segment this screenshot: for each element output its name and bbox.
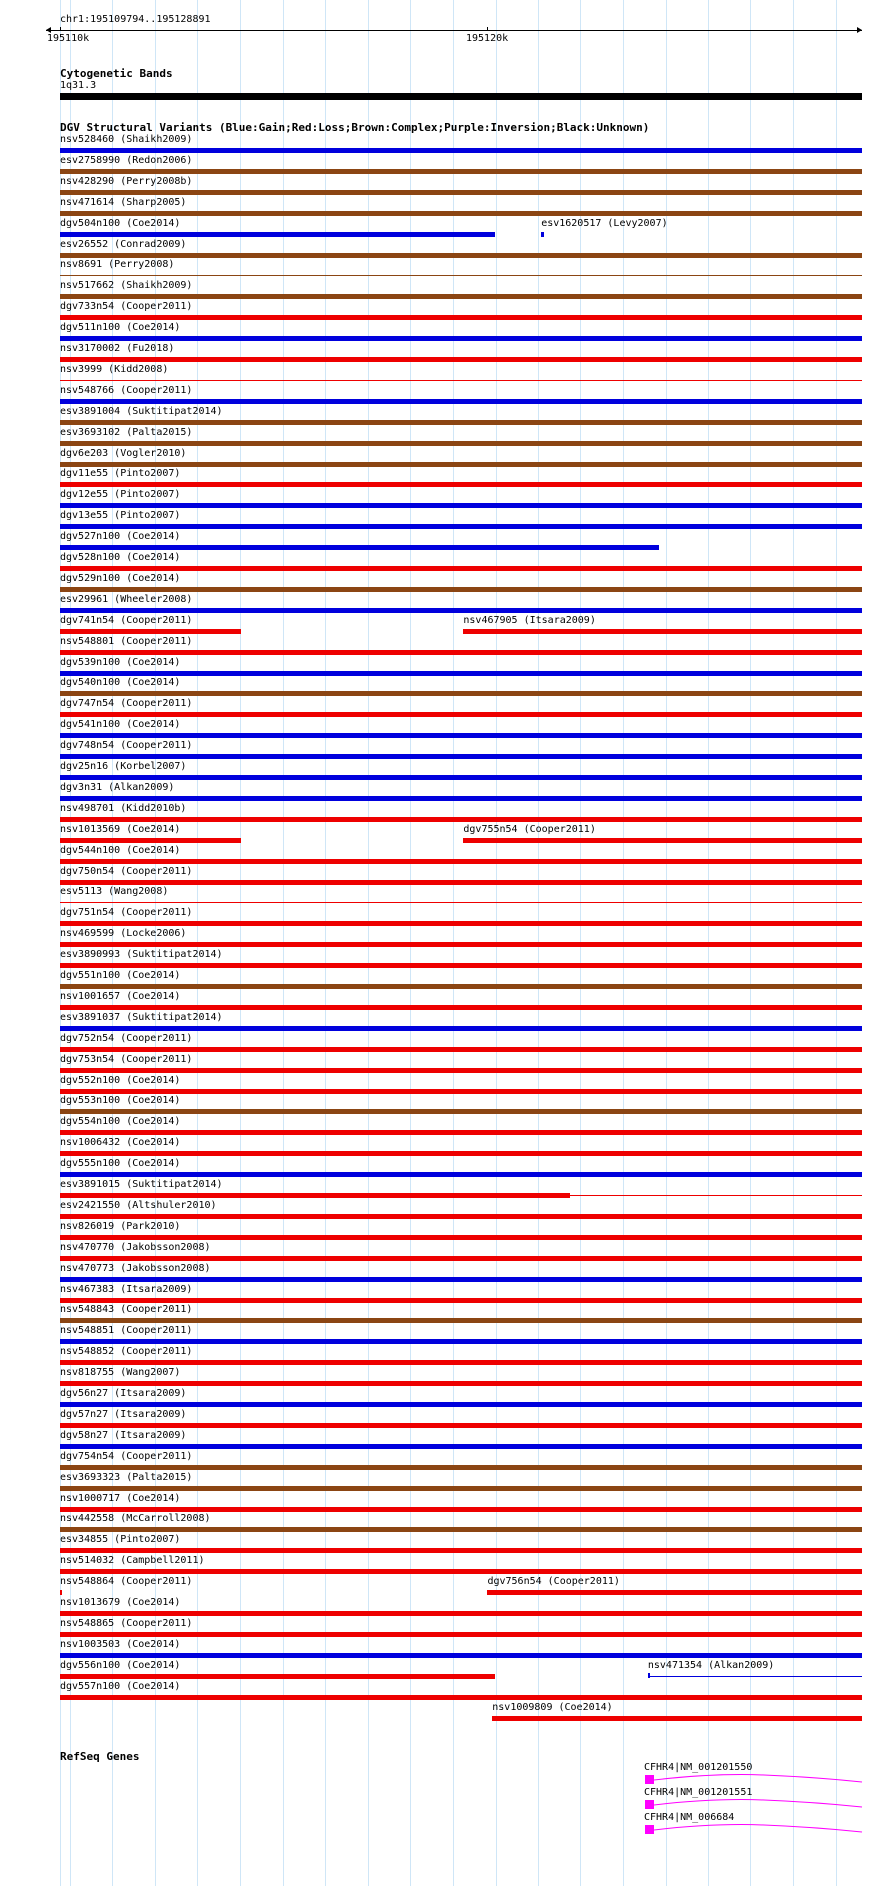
dgv-feature-bar[interactable] bbox=[60, 420, 862, 425]
dgv-feature-label[interactable]: nsv442558 (McCarroll2008) bbox=[60, 1513, 211, 1525]
dgv-feature-bar[interactable] bbox=[60, 691, 862, 696]
dgv-feature-bar[interactable] bbox=[60, 1130, 862, 1135]
dgv-feature-label[interactable]: esv2421550 (Altshuler2010) bbox=[60, 1199, 217, 1211]
refseq-gene-label[interactable]: CFHR4|NM_001201551 bbox=[644, 1787, 753, 1798]
dgv-feature-label[interactable]: dgv57n27 (Itsara2009) bbox=[60, 1408, 187, 1420]
dgv-feature-label[interactable]: nsv3999 (Kidd2008) bbox=[60, 363, 169, 375]
dgv-feature-bar[interactable] bbox=[60, 902, 862, 903]
dgv-feature-label[interactable]: nsv548843 (Cooper2011) bbox=[60, 1304, 193, 1316]
dgv-feature-bar[interactable] bbox=[60, 1277, 862, 1282]
dgv-feature-label[interactable]: nsv548852 (Cooper2011) bbox=[60, 1346, 193, 1358]
dgv-feature-label[interactable]: nsv471614 (Sharp2005) bbox=[60, 196, 187, 208]
dgv-feature-label[interactable]: nsv548865 (Cooper2011) bbox=[60, 1617, 193, 1629]
dgv-feature-bar[interactable] bbox=[60, 1193, 570, 1198]
dgv-feature-bar[interactable] bbox=[60, 275, 862, 276]
dgv-feature-label[interactable]: esv1620517 (Levy2007) bbox=[541, 217, 668, 229]
dgv-feature-bar[interactable] bbox=[60, 380, 862, 381]
dgv-feature-label[interactable]: nsv548766 (Cooper2011) bbox=[60, 384, 193, 396]
dgv-feature-bar[interactable] bbox=[60, 629, 241, 634]
dgv-feature-label[interactable]: esv3890993 (Suktitipat2014) bbox=[60, 949, 223, 961]
dgv-feature-bar[interactable] bbox=[463, 629, 862, 634]
dgv-feature-bar[interactable] bbox=[60, 545, 659, 550]
dgv-feature-label[interactable]: nsv8691 (Perry2008) bbox=[60, 259, 175, 271]
dgv-feature-bar[interactable] bbox=[60, 253, 862, 258]
dgv-feature-bar[interactable] bbox=[60, 838, 241, 843]
cytoband-track-title[interactable]: Cytogenetic Bands bbox=[60, 67, 173, 80]
dgv-feature-label[interactable]: dgv504n100 (Coe2014) bbox=[60, 217, 181, 229]
dgv-feature-label[interactable]: dgv755n54 (Cooper2011) bbox=[463, 823, 596, 835]
dgv-feature-label[interactable]: dgv553n100 (Coe2014) bbox=[60, 1095, 181, 1107]
dgv-feature-bar[interactable] bbox=[60, 880, 862, 885]
dgv-feature-label[interactable]: esv3891015 (Suktitipat2014) bbox=[60, 1179, 223, 1190]
dgv-feature-bar[interactable] bbox=[60, 1339, 862, 1344]
dgv-feature-label[interactable]: esv5113 (Wang2008) bbox=[60, 886, 169, 898]
dgv-feature-bar[interactable] bbox=[541, 232, 544, 237]
dgv-feature-bar[interactable] bbox=[60, 1005, 862, 1010]
dgv-feature-bar[interactable] bbox=[60, 1674, 495, 1679]
dgv-feature-bar[interactable] bbox=[60, 733, 862, 738]
refseq-track-title[interactable]: RefSeq Genes bbox=[60, 1750, 140, 1763]
dgv-feature-tail bbox=[570, 1195, 862, 1196]
dgv-feature-bar[interactable] bbox=[60, 294, 862, 299]
dgv-feature-label[interactable]: dgv11e55 (Pinto2007) bbox=[60, 468, 181, 480]
cytoband-bar[interactable] bbox=[60, 93, 862, 100]
dgv-feature-bar[interactable] bbox=[60, 503, 862, 508]
dgv-feature-label[interactable]: esv3891037 (Suktitipat2014) bbox=[60, 1011, 223, 1023]
dgv-feature-bar[interactable] bbox=[60, 1298, 862, 1303]
dgv-feature-label[interactable]: dgv540n100 (Coe2014) bbox=[60, 677, 181, 689]
dgv-feature-bar[interactable] bbox=[60, 608, 862, 613]
dgv-feature-label[interactable]: nsv548864 (Cooper2011) bbox=[60, 1576, 193, 1588]
dgv-feature-label[interactable]: dgv13e55 (Pinto2007) bbox=[60, 510, 181, 522]
dgv-feature-bar[interactable] bbox=[60, 1590, 62, 1595]
dgv-feature-label[interactable]: nsv548851 (Cooper2011) bbox=[60, 1325, 193, 1337]
refseq-gene-intron[interactable] bbox=[654, 1773, 864, 1785]
dgv-feature-bar[interactable] bbox=[60, 1548, 862, 1553]
dgv-feature-bar[interactable] bbox=[60, 1423, 862, 1428]
dgv-feature-bar[interactable] bbox=[60, 1068, 862, 1073]
dgv-feature-bar[interactable] bbox=[60, 775, 862, 780]
dgv-feature-bar[interactable] bbox=[60, 336, 862, 341]
dgv-feature-label[interactable]: dgv554n100 (Coe2014) bbox=[60, 1116, 181, 1128]
dgv-feature-bar[interactable] bbox=[60, 1381, 862, 1386]
dgv-feature-bar[interactable] bbox=[60, 712, 862, 717]
dgv-feature-bar[interactable] bbox=[60, 1527, 862, 1532]
dgv-feature-label[interactable]: dgv3n31 (Alkan2009) bbox=[60, 781, 175, 793]
dgv-feature-bar[interactable] bbox=[463, 838, 862, 843]
dgv-feature-label[interactable]: dgv752n54 (Cooper2011) bbox=[60, 1032, 193, 1044]
dgv-feature-label[interactable]: dgv12e55 (Pinto2007) bbox=[60, 489, 181, 501]
dgv-feature-bar[interactable] bbox=[60, 1089, 862, 1094]
dgv-feature-label[interactable]: nsv1001657 (Coe2014) bbox=[60, 990, 181, 1002]
dgv-feature-bar[interactable] bbox=[60, 1360, 862, 1365]
dgv-feature-bar[interactable] bbox=[60, 671, 862, 676]
dgv-feature-bar[interactable] bbox=[487, 1590, 862, 1595]
dgv-feature-label[interactable]: dgv6e203 (Vogler2010) bbox=[60, 447, 187, 459]
dgv-feature-label[interactable]: nsv3170002 (Fu2018) bbox=[60, 343, 175, 354]
dgv-feature-label[interactable]: esv3693323 (Palta2015) bbox=[60, 1471, 193, 1483]
dgv-feature-bar[interactable] bbox=[60, 1026, 862, 1031]
dgv-feature-bar[interactable] bbox=[492, 1716, 862, 1721]
refseq-gene-exon[interactable] bbox=[645, 1825, 654, 1834]
dgv-feature-label[interactable]: nsv471354 (Alkan2009) bbox=[647, 1659, 775, 1671]
ruler-line bbox=[46, 30, 862, 31]
dgv-feature-label[interactable]: esv2758990 (Redon2006) bbox=[60, 154, 193, 166]
dgv-feature-label[interactable]: dgv528n100 (Coe2014) bbox=[60, 552, 181, 563]
dgv-feature-bar[interactable] bbox=[60, 566, 862, 571]
dgv-feature-label[interactable]: dgv555n100 (Coe2014) bbox=[60, 1158, 181, 1170]
refseq-gene-intron[interactable] bbox=[654, 1798, 864, 1810]
dgv-feature-bar[interactable] bbox=[60, 1444, 862, 1449]
dgv-feature-label[interactable]: esv3891004 (Suktitipat2014) bbox=[60, 405, 223, 417]
dgv-feature-bar[interactable] bbox=[60, 1214, 862, 1219]
dgv-feature-bar[interactable] bbox=[60, 357, 862, 362]
dgv-feature-label[interactable]: nsv826019 (Park2010) bbox=[60, 1220, 181, 1232]
dgv-feature-label[interactable]: dgv556n100 (Coe2014) bbox=[60, 1659, 181, 1671]
dgv-feature-bar[interactable] bbox=[60, 1151, 862, 1156]
dgv-feature-bar[interactable] bbox=[60, 1611, 862, 1616]
refseq-gene-label[interactable]: CFHR4|NM_001201550 bbox=[644, 1762, 753, 1773]
ruler-tick bbox=[60, 27, 61, 31]
dgv-feature-label[interactable]: dgv733n54 (Cooper2011) bbox=[60, 301, 193, 313]
ruler-tick bbox=[487, 27, 488, 31]
refseq-gene-exon[interactable] bbox=[645, 1800, 654, 1809]
dgv-feature-label[interactable]: dgv753n54 (Cooper2011) bbox=[60, 1053, 193, 1065]
dgv-feature-bar[interactable] bbox=[60, 1047, 862, 1052]
dgv-feature-bar[interactable] bbox=[60, 984, 862, 989]
dgv-feature-label[interactable]: nsv1009809 (Coe2014) bbox=[492, 1701, 613, 1713]
dgv-feature-bar[interactable] bbox=[60, 859, 862, 864]
dgv-feature-label[interactable]: dgv511n100 (Coe2014) bbox=[60, 322, 181, 334]
refseq-gene-exon[interactable] bbox=[645, 1775, 654, 1784]
dgv-feature-bar[interactable] bbox=[60, 650, 862, 655]
cytoband-label: 1q31.3 bbox=[60, 80, 97, 91]
refseq-gene-intron[interactable] bbox=[654, 1823, 864, 1835]
dgv-feature-bar[interactable] bbox=[60, 1402, 862, 1407]
dgv-feature-label[interactable]: nsv818755 (Wang2007) bbox=[60, 1367, 181, 1379]
dgv-feature-bar[interactable] bbox=[60, 1172, 862, 1177]
dgv-feature-label[interactable]: esv29961 (Wheeler2008) bbox=[60, 593, 193, 605]
dgv-feature-bar[interactable] bbox=[60, 754, 862, 759]
dgv-feature-label[interactable]: dgv58n27 (Itsara2009) bbox=[60, 1429, 187, 1441]
dgv-feature-label[interactable]: dgv56n27 (Itsara2009) bbox=[60, 1388, 187, 1399]
dgv-feature-bar[interactable] bbox=[60, 1507, 862, 1512]
ruler-tick-label-left: 195110k bbox=[47, 33, 90, 44]
dgv-feature-label[interactable]: nsv428290 (Perry2008b) bbox=[60, 175, 193, 187]
dgv-feature-bar[interactable] bbox=[60, 1465, 862, 1470]
dgv-feature-label[interactable]: dgv25n16 (Korbel2007) bbox=[60, 761, 187, 772]
ruler-right-arrow-icon[interactable] bbox=[857, 27, 862, 33]
dgv-feature-label[interactable]: dgv747n54 (Cooper2011) bbox=[60, 698, 193, 710]
dgv-feature-bar[interactable] bbox=[60, 482, 862, 487]
ruler-range-label: chr1:195109794..195128891 bbox=[60, 14, 211, 25]
dgv-feature-label[interactable]: nsv1003503 (Coe2014) bbox=[60, 1638, 181, 1650]
dgv-feature-bar[interactable] bbox=[60, 1695, 862, 1700]
dgv-feature-bar[interactable] bbox=[60, 817, 862, 822]
dgv-feature-label[interactable]: dgv754n54 (Cooper2011) bbox=[60, 1450, 193, 1462]
dgv-feature-label[interactable]: dgv750n54 (Cooper2011) bbox=[60, 865, 193, 877]
dgv-feature-bar[interactable] bbox=[60, 462, 862, 467]
dgv-feature-label[interactable]: dgv552n100 (Coe2014) bbox=[60, 1074, 181, 1086]
dgv-feature-label[interactable]: nsv498701 (Kidd2010b) bbox=[60, 802, 187, 814]
dgv-feature-label[interactable]: dgv544n100 (Coe2014) bbox=[60, 844, 181, 856]
dgv-feature-bar[interactable] bbox=[60, 1318, 862, 1323]
dgv-feature-bar[interactable] bbox=[60, 441, 862, 446]
dgv-feature-label[interactable]: esv3693102 (Palta2015) bbox=[60, 426, 193, 438]
dgv-feature-bar[interactable] bbox=[60, 963, 862, 968]
dgv-feature-bar[interactable] bbox=[60, 1569, 862, 1574]
dgv-feature-bar[interactable] bbox=[60, 232, 495, 237]
dgv-feature-label[interactable]: nsv470770 (Jakobsson2008) bbox=[60, 1241, 211, 1253]
dgv-feature-label[interactable]: nsv528460 (Shaikh2009) bbox=[60, 134, 193, 145]
dgv-feature-label[interactable]: nsv1006432 (Coe2014) bbox=[60, 1137, 181, 1149]
dgv-feature-tick bbox=[648, 1673, 650, 1678]
dgv-feature-label[interactable]: nsv548801 (Cooper2011) bbox=[60, 635, 193, 647]
dgv-feature-bar[interactable] bbox=[60, 211, 862, 216]
dgv-feature-label[interactable]: dgv741n54 (Cooper2011) bbox=[60, 614, 193, 626]
ruler-tick-label-mid: 195120k bbox=[466, 33, 509, 44]
dgv-feature-bar[interactable] bbox=[60, 1256, 862, 1261]
dgv-feature-bar[interactable] bbox=[648, 1676, 862, 1677]
dgv-feature-label[interactable]: dgv541n100 (Coe2014) bbox=[60, 719, 181, 731]
dgv-feature-label[interactable]: nsv1000717 (Coe2014) bbox=[60, 1492, 181, 1504]
dgv-feature-bar[interactable] bbox=[60, 1109, 862, 1114]
dgv-feature-bar[interactable] bbox=[60, 921, 862, 926]
dgv-feature-label[interactable]: nsv467383 (Itsara2009) bbox=[60, 1283, 193, 1295]
dgv-feature-bar[interactable] bbox=[60, 190, 862, 195]
dgv-feature-label[interactable]: nsv1013679 (Coe2014) bbox=[60, 1597, 181, 1608]
dgv-feature-label[interactable]: nsv517662 (Shaikh2009) bbox=[60, 280, 193, 292]
dgv-feature-label[interactable]: dgv557n100 (Coe2014) bbox=[60, 1680, 181, 1692]
dgv-feature-bar[interactable] bbox=[60, 1486, 862, 1491]
dgv-feature-label[interactable]: nsv467905 (Itsara2009) bbox=[463, 614, 596, 626]
dgv-feature-bar[interactable] bbox=[60, 1632, 862, 1637]
dgv-feature-bar[interactable] bbox=[60, 1235, 862, 1240]
dgv-feature-bar[interactable] bbox=[60, 796, 862, 801]
dgv-track-title[interactable]: DGV Structural Variants (Blue:Gain;Red:Loss;Brown:Complex;Purple:Inversion;Black:Unknown) bbox=[60, 121, 650, 134]
dgv-feature-bar[interactable] bbox=[60, 169, 862, 174]
dgv-feature-label[interactable]: nsv469599 (Locke2006) bbox=[60, 928, 187, 940]
dgv-feature-label[interactable]: dgv529n100 (Coe2014) bbox=[60, 572, 181, 584]
dgv-feature-bar[interactable] bbox=[60, 524, 862, 529]
dgv-feature-label[interactable]: dgv751n54 (Cooper2011) bbox=[60, 907, 193, 919]
dgv-feature-label[interactable]: nsv470773 (Jakobsson2008) bbox=[60, 1262, 211, 1274]
dgv-feature-bar[interactable] bbox=[60, 1653, 862, 1658]
dgv-feature-label[interactable]: dgv756n54 (Cooper2011) bbox=[487, 1576, 620, 1588]
dgv-feature-label[interactable]: dgv551n100 (Coe2014) bbox=[60, 970, 181, 981]
dgv-feature-bar[interactable] bbox=[60, 587, 862, 592]
dgv-feature-label[interactable]: nsv514032 (Campbell2011) bbox=[60, 1555, 205, 1567]
dgv-feature-label[interactable]: esv26552 (Conrad2009) bbox=[60, 238, 187, 250]
dgv-feature-label[interactable]: dgv539n100 (Coe2014) bbox=[60, 656, 181, 668]
refseq-gene-label[interactable]: CFHR4|NM_006684 bbox=[644, 1812, 735, 1823]
dgv-feature-label[interactable]: nsv1013569 (Coe2014) bbox=[60, 823, 181, 835]
dgv-feature-bar[interactable] bbox=[60, 315, 862, 320]
dgv-feature-bar[interactable] bbox=[60, 942, 862, 947]
dgv-feature-bar[interactable] bbox=[60, 148, 862, 153]
dgv-feature-label[interactable]: dgv527n100 (Coe2014) bbox=[60, 531, 181, 543]
dgv-feature-label[interactable]: esv34855 (Pinto2007) bbox=[60, 1534, 181, 1546]
dgv-feature-bar[interactable] bbox=[60, 399, 862, 404]
dgv-feature-label[interactable]: dgv748n54 (Cooper2011) bbox=[60, 740, 193, 752]
